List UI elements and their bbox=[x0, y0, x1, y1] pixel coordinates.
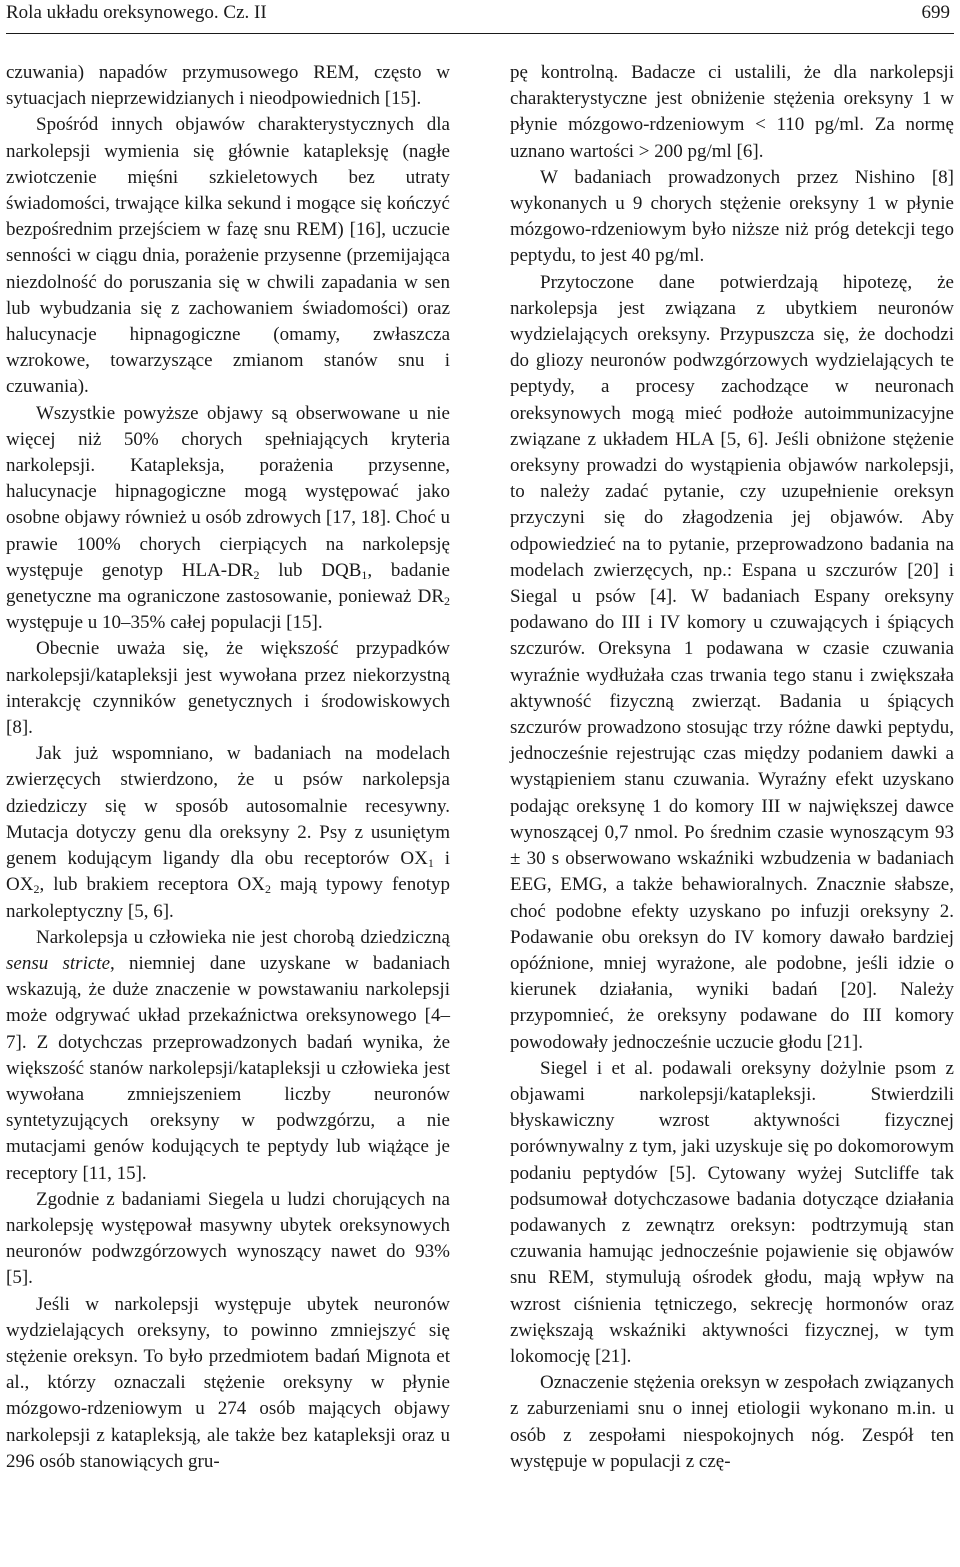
text-run: mają typowy fenotyp narkoleptyczny [5, 6]. bbox=[6, 874, 450, 922]
text-run: , lub brakiem receptora OX bbox=[39, 874, 265, 896]
text-run: Jak już wspomniano, w badaniach na modelach zwierzęcych stwierdzono, że u psów narkolepsja dziedziczy się w sposób autosomalnie recesywny. Mutacja dotyczy genu dla oreksyny 2. Psy z usuniętym genem kodującym ligandy dla obu receptorów OX bbox=[6, 743, 450, 870]
paragraph bbox=[6, 401, 450, 637]
subscript: 1 bbox=[427, 856, 434, 871]
subscript: 2 bbox=[253, 567, 260, 582]
header-rule bbox=[6, 33, 954, 34]
paragraph: Spośród innych objawów charakterystycznych dla narkolepsji wymienia się głównie katapleksję (nagłe zwiotczenie mięśni szkieletowych bez utraty świadomości, trwające kilka sekund i mogące się kończyć bezpośrednim przejściem w fazę snu REM) [16], uczucie senności w ciągu dnia, porażenie przysenne (przemijająca niezdolność do poruszania się w chwili zapadania w sen lub wybudzania się z zachowaniem świadomości) oraz halucynacje hipnagogiczne (omamy, zwłaszcza wzrokowe, towarzyszące zmianom stanów snu i czuwania). bbox=[6, 114, 450, 398]
page-number: 699 bbox=[921, 2, 950, 23]
paragraph: Przytoczone dane potwierdzają hipotezę, że narkolepsja jest związana z ubytkiem neuronów wydzielających oreksyny. Przypuszcza się, że dochodzi do gliozy neuronów podwzgórzowych wydzielających te peptydy, a procesy zachodzące w neuronach oreksynowych mogą mieć podłoże autoimmunizacyjne związane z układem HLA [5, 6]. Jeśli obniżone stężenie oreksyny prowadzi do wystąpienia objawów narkolepsji, to należy zadać pytanie, czy uzupełnienie oreksyn przyczyni się do złagodzenia jej objawów. Aby odpowiedzieć na to pytanie, przeprowadzono badania na modelach zwierzęcych, np.: Espana u szczurów [20] i Siegal u psów [4]. W badaniach Espany oreksyny podawano do III i IV komory u czuwających i śpiących szczurów. Oreksyna 1 podawana w czasie czuwania wyraźnie wydłużała czas trwania tego stanu i zwiększała aktywność fizyczną zwierząt. Badania u śpiących szczurów prowadzono stosując trzy różne dawki peptydu, jednocześnie rejestrując czas między podaniem dawki a wystąpieniem stanu czuwania. Wyraźny efekt uzyskano podając oreksynę 1 do komory III w największej dawce wynoszącej 0,7 nmol. Po średnim czasie wynoszącym 93 ± 30 s obserwowano wskaźniki wzbudzenia w badaniach EEG, EMG, a także behawioralnych. Znacznie słabsze, choć podobne efekty uzyskano po infuzji oreksyny 2. Podawanie obu oreksyn do IV komory dawało bardziej opóźnione, mniej wyrażone, ale podobne, jeśli idzie o kierunek działania, wyniki badań [20]. Należy przypomnieć, że oreksyny podawane do III komory powodowały jednocześnie uczucie głodu [21]. bbox=[510, 271, 954, 1053]
text-run: , niemniej dane uzyskane w badaniach wskazują, że duże znaczenie w powstawaniu narkolepsji może odgrywać układ przekaźnictwa oreksynowego [4–7]. Z dotychczas przeprowadzonych badań wynika, że większość stanów narkolepsji/katapleksji u człowieka jest wywołana zmniejszeniem liczby neuronów syntetyzujących oreksyny w podwzgórzu, a nie mutacjami genów kodujących te peptydy lub wiążące je receptory [11, 15]. bbox=[6, 952, 450, 1184]
text-run: Narkolepsja u człowieka nie jest chorobą dziedziczną bbox=[36, 926, 450, 948]
text-run: , badanie genetyczne ma ograniczone zastosowanie, ponieważ DR bbox=[6, 559, 450, 608]
paragraph: Siegel i et al. podawali oreksyny dożylnie psom z objawami narkolepsji/katapleksji. Stwierdzili błyskawiczny wzrost aktywności fizycznej porównywalny z tym, jaki uzyskuje się po dokomorowym podaniu peptydów [5]. Cytowany wyżej Sutcliffe tak podsumował dotychczasowe badania dotyczące działania podawanych z zewnątrz oreksyn: podtrzymują stan czuwania hamując jednocześnie pojawienie się objawów snu REM, stymulują ośrodek głodu, mają wpływ na wzrost ciśnienia tętniczego, sekrecję hormonów oraz zwiększają wskaźniki aktywności fizycznej, w tym lokomocję [21]. bbox=[510, 1057, 954, 1367]
running-header bbox=[6, 0, 954, 26]
running-title: Rola układu oreksynowego. Cz. II bbox=[6, 2, 267, 23]
text-run: i OX bbox=[6, 848, 451, 896]
paragraph bbox=[6, 741, 450, 924]
paragraph: pę kontrolną. Badacze ci ustalili, że dla narkolepsji charakterystyczne jest obniżenie stężenia oreksyny 1 w płynie mózgowo-rdzeniowym < 110 pg/ml. Za normę uznano wartości > 200 pg/ml [6]. bbox=[510, 62, 954, 162]
paragraph bbox=[6, 925, 450, 1187]
italic-term: sensu stricte bbox=[6, 952, 111, 974]
paragraph: czuwania) napadów przymusowego REM, często w sytuacjach nieprzewidzianych i nieodpowiednich [15]. bbox=[6, 62, 450, 110]
right-column bbox=[510, 60, 954, 1475]
subscript: 2 bbox=[444, 594, 450, 609]
paragraph: Oznaczenie stężenia oreksyn w zespołach związanych z zaburzeniami snu o innej etiologii wykonano m.in. u osób z zespołami niespokojnych nóg. Zespół ten występuje w populacji z czę- bbox=[510, 1372, 954, 1472]
subscript: 2 bbox=[264, 882, 271, 897]
left-column bbox=[6, 60, 450, 1475]
subscript: 2 bbox=[33, 882, 40, 897]
text-run: Wszystkie powyższe objawy są obserwowane u nie więcej niż 50% chorych spełniających kryteria narkolepsji. Katapleksja, porażenia przysenne, halucynacje hipnagogiczne mogą występować jako osobne objawy również u osób zdrowych [17, 18]. Choć u prawie 100% chorych cierpiących na narkolepsję występuje genotyp HLA-DR bbox=[6, 402, 450, 581]
paragraph: Obecnie uważa się, że większość przypadków narkolepsji/katapleksji jest wywołana przez niekorzystną interakcję czynników genetycznych i środowiskowych [8]. bbox=[6, 638, 450, 739]
text-run: występuje u 10–35% całej populacji [15]. bbox=[6, 612, 323, 634]
paragraph: Zgodnie z badaniami Siegela u ludzi chorujących na narkolepsję występował masywny ubytek oreksynowych neuronów podwzgórzowych wynoszący nawet do 93% [5]. bbox=[6, 1188, 450, 1289]
paragraph: Jeśli w narkolepsji występuje ubytek neuronów wydzielających oreksyny, to powinno zmniejszyć się stężenie oreksyn. To było przedmiotem badań Mignota et al., którzy oznaczali stężenie oreksyny w płynie mózgowo-rdzeniowym u 274 osób mających objawy narkolepsji z katapleksją, ale także bez katapleksji oraz u 296 osób stanowiących gru- bbox=[6, 1293, 450, 1472]
text-run: lub DQB bbox=[259, 559, 362, 581]
paragraph: W badaniach prowadzonych przez Nishino [8] wykonanych u 9 chorych stężenie oreksyny 1 w płynie mózgowo-rdzeniowym było niższe niż próg detekcji tego peptydu, to jest 40 pg/ml. bbox=[510, 166, 954, 267]
subscript: 1 bbox=[361, 567, 368, 582]
